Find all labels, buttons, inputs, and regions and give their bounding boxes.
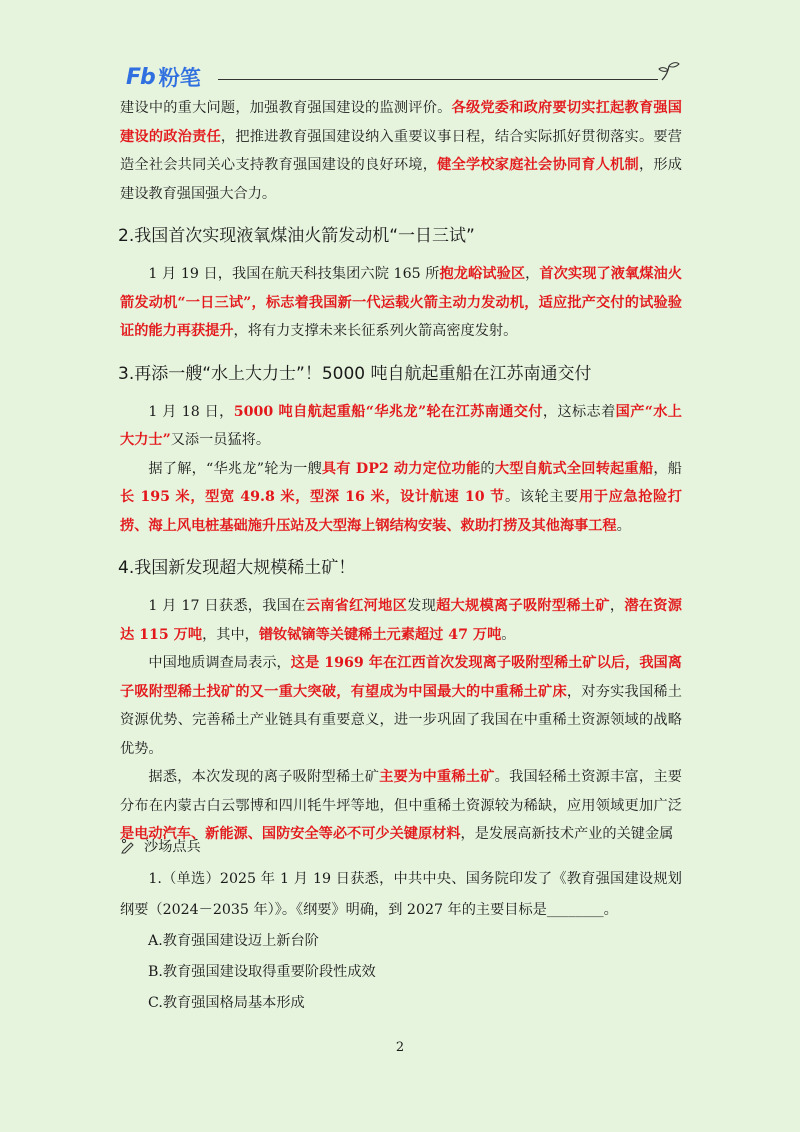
body-text: ，船	[653, 460, 682, 477]
emphasis-text: 镨钕铽镝等关键稀土元素超过 47 万吨	[258, 626, 502, 643]
logo-text: 粉笔	[158, 66, 201, 90]
option-b[interactable]: B.教育强国建设取得重要阶段性成效	[148, 964, 376, 980]
body-text: ，	[609, 598, 625, 614]
section-4-paragraph-1	[120, 592, 682, 649]
practice-header	[120, 836, 682, 856]
option-a[interactable]: A.教育强国建设迈上新台阶	[148, 933, 319, 949]
intro-paragraph	[120, 94, 682, 208]
body-text: ，把推进教育强国建设纳入重要议事日程，结合实际抓好贯彻落实。要营造全社会共同关心支持教育强国建设的良好环境，	[120, 128, 682, 173]
body-text: ，将有力支撑未来长征系列火箭高密度发射。	[233, 323, 518, 339]
emphasis-text: 用于应急抢险打捞、海上风电桩基础施升压站及大型海上钢结构安装、救助打捞及其他海事工程	[120, 489, 682, 534]
body-text: 的	[480, 460, 495, 477]
body-text: 。该轮主要	[504, 489, 579, 505]
emphasis-text: 健全学校家庭社会协同育人机制	[437, 157, 639, 173]
body-text: ，	[525, 266, 540, 282]
body-text: 据悉，本次发现的离子吸附型稀土矿	[148, 769, 380, 785]
emphasis-text: 国产“水上大力士”	[120, 403, 682, 448]
practice-title: 沙场点兵	[144, 839, 201, 855]
body-text: 1 月 17 日获悉，我国在	[148, 598, 306, 614]
body-text: ，这标志着	[542, 403, 616, 420]
body-text: 1 月 18 日，	[148, 403, 234, 420]
body-text: 。	[501, 626, 516, 643]
emphasis-text: 抱龙峪试验区	[439, 266, 526, 282]
emphasis-text: 主要为中重稀土矿	[379, 769, 495, 785]
emphasis-text: 超大规模离子吸附型稀土矿	[436, 598, 610, 614]
body-text: 又添一员猛将。	[170, 432, 271, 448]
body-text: 。我国轻稀土资源丰富，主要分布在内蒙古白云鄂博和四川牦牛坪等地，但中重稀土资源较为稀缺，应用领域更加广泛	[120, 769, 682, 814]
emphasis-text: 是电动汽车、新能源、国防安全等必不可少关键原材料	[120, 826, 461, 842]
body-text: 发现	[407, 598, 437, 614]
header-rule	[218, 79, 658, 80]
option-c[interactable]: C.教育强国格局基本形成	[148, 995, 305, 1011]
section-3-paragraph-1	[120, 398, 682, 455]
body-text: 据了解，“华兆龙”轮为一艘	[148, 460, 322, 477]
emphasis-text: 长 195 米，型宽 49.8 米，型深 16 米，设计航速 10 节	[120, 489, 505, 505]
body-text: 建设中的重大问题，加强教育强国建设的监测评价。	[120, 100, 452, 116]
section-4-paragraph-2	[120, 649, 682, 763]
body-text: ，对夯实我国稀土资源优势、完善稀土产业链具有重要意义，进一步巩固了我国在中重稀土资源领域的战略优势。	[120, 683, 682, 757]
pen-icon	[120, 838, 136, 854]
emphasis-text: 各级党委和政府要切实扛起教育强国建设的政治责任	[120, 100, 682, 145]
emphasis-text: 这是 1969 年在江西首次发现离子吸附型稀土矿以后，我国离子吸附型稀土找矿的又一重大突破，有望成为中国最大的中重稀土矿床	[120, 655, 682, 700]
emphasis-text: 云南省红河地区	[305, 598, 408, 614]
body-text: ，其中，	[202, 626, 259, 643]
sprout-icon	[656, 58, 682, 84]
page-number: 2	[395, 1040, 405, 1055]
section-3-title: 3.再添一艘“水上大力士”！5000 吨自航起重船在江苏南通交付	[118, 363, 592, 384]
body-text: ，是发展高新技术产业的关键金属	[460, 826, 674, 842]
article-body	[120, 94, 682, 849]
section-2-paragraph-1	[120, 260, 682, 346]
emphasis-text: 5000 吨自航起重船“华兆龙”轮在江苏南通交付	[233, 403, 543, 420]
section-4-title: 4.我国新发现超大规模稀土矿！	[118, 558, 356, 578]
emphasis-text: 首次实现了液氧煤油火箭发动机“一日三试”，标志着我国新一代运载火箭主动力发动机，适应批产交付的试验验证的能力再获提升	[120, 266, 682, 339]
section-3-paragraph-2	[120, 455, 682, 541]
emphasis-text: 具有 DP2 动力定位功能	[321, 460, 481, 477]
page-header	[120, 58, 680, 94]
body-text: ，形成建设教育强国强大合力。	[120, 157, 682, 202]
body-text: 1 月 19 日，我国在航天科技集团六院 165 所	[148, 266, 440, 282]
brand-logo	[126, 62, 201, 92]
body-text: 。	[616, 517, 631, 534]
question-text: 1.（单选）2025 年 1 月 19 日获悉，中共中央、国务院印发了《教育强国建设规划纲要（2024－2035 年）》。《纲要》明确，到 2027 年的主要目标是________。	[120, 871, 682, 918]
emphasis-text: 潜在资源达 115 万吨	[120, 598, 682, 643]
emphasis-text: 大型自航式全回转起重船	[494, 460, 654, 477]
logo-mark: Fb	[126, 64, 155, 90]
practice-section	[120, 836, 682, 1019]
section-2-title: 2.我国首次实现液氧煤油火箭发动机“一日三试”	[118, 226, 475, 246]
body-text: 中国地质调查局表示，	[148, 655, 291, 671]
